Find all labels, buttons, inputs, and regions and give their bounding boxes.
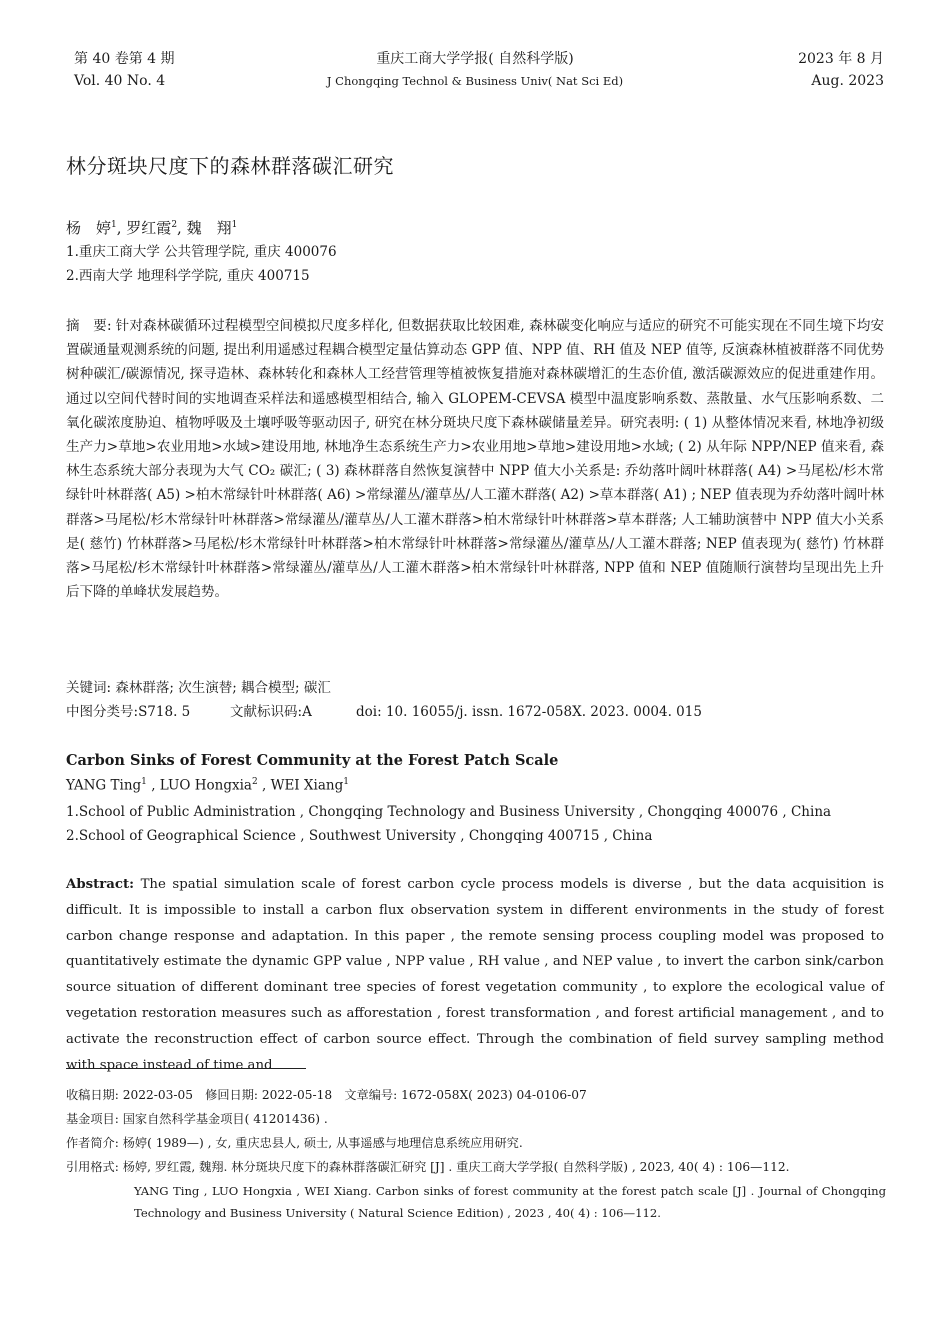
authors-cn <box>66 214 237 239</box>
footnote-fund: 基金项目: 国家自然科学基金项目( 41201436) . <box>66 1112 328 1126</box>
author-en-separator: , <box>146 777 160 794</box>
author-sup: 1 <box>231 220 238 230</box>
doi-field <box>356 702 702 722</box>
keywords-cn <box>66 678 331 698</box>
header-date-cn: 2023 年 8 月 <box>798 51 884 67</box>
abstract-en-label: Abstract: <box>66 877 135 892</box>
doi-label: doi: <box>356 704 382 720</box>
classification-line <box>66 702 702 722</box>
author-en-name: YANG Ting <box>66 777 142 794</box>
author-en-sup: 1 <box>343 777 349 787</box>
author-separator: , <box>177 219 187 237</box>
affiliation-en-1: 1.School of Public Administration , Chongqing Technology and Business University , Chongqing 400076 , China <box>66 804 832 820</box>
author-en-name: LUO Hongxia <box>159 777 252 794</box>
footnote-cite-en: YANG Ting , LUO Hongxia , WEI Xiang. Carbon sinks of forest community at the forest patch scale [J] . Journal of Chongqing Technology and Business University ( Natural Science Edition) , 2023 , 40( 4) : 106—112. <box>134 1184 886 1220</box>
header-journal-en: J Chongqing Technol & Business Univ( Nat Sci Ed) <box>326 74 624 88</box>
abstract-cn-text: 针对森林碳循环过程模型空间模拟尺度多样化, 但数据获取比较困难, 森林碳变化响应与适应的研究不可能实现在不同生境下均安置碳通量观测系统的问题, 提出利用遥感过程耦合模型定量估算动态 GPP 值、NPP 值、RH 值及 NEP 值等, 反演森林植被群落不同优势树种碳汇/碳源情况, 探寻造林、森林转化和森林人工经营管理等植被恢复措施对森林碳增汇的生态价值, 激活碳源效应的促进重建作用。通过以空间代替时间的实地调查采样法和遥感模型相结合, 输入 GLOPEM-CEVSA 模型中温度影响系数、蒸散量、水气压影响系数、二氧化碳浓度胁迫、植物呼吸及土壤呼吸等驱动因子, 研究在林分斑块尺度下森林碳储量差异。研究表明: ( 1) 从整体情况来看, 林地净初级生产力>草地>农业用地>水域>建设用地, 林地净生态系统生产力>农业用地>草地>建设用地>水域; ( 2) 从年际 NPP/NEP 值来看, 森林生态系统大部分表现为大气 CO₂ 碳汇; ( 3) 森林群落自然恢复演替中 NPP 值大小关系是: 乔幼落叶阔叶林群落( A4) >马尾松/杉木常绿针叶林群落( A5) >柏木常绿针叶林群落( A6) >常绿灌丛/灌草丛/人工灌木群落( A2) >草本群落( A1) ; NEP 值表现为乔幼落叶阔叶林群落>马尾松/杉木常绿针叶林群落>常绿灌丛/灌草丛/人工灌木群落>柏木常绿针叶林群落>草本群落; 人工辅助演替中 NPP 值大小关系是( 慈竹) 竹林群落>马尾松/杉木常绿针叶林群落>柏木常绿针叶林群落>常绿灌丛/灌草丛/人工灌木群落; NEP 值表现为( 慈竹) 竹林群落>马尾松/杉木常绿针叶林群落>常绿灌丛/灌草丛/人工灌木群落>柏木常绿针叶林群落, NPP 值和 NEP 值随顺行演替均呈现出先上升后下降的单峰状发展趋势。 <box>66 318 884 601</box>
authors-en <box>66 777 349 794</box>
author-name: 杨 婷 <box>66 219 112 237</box>
affiliation-cn-1: 1.重庆工商大学 公共管理学院, 重庆 400076 <box>66 244 337 260</box>
header-date <box>798 48 884 92</box>
abstract-cn-label: 摘 要: <box>66 318 112 334</box>
author-sup: 1 <box>111 220 117 230</box>
doccode-field <box>230 702 356 722</box>
header-date-en: Aug. 2023 <box>811 73 884 89</box>
keywords-label: 关键词: <box>66 680 112 696</box>
title-en: Carbon Sinks of Forest Community at the Forest Patch Scale <box>66 752 559 769</box>
author-name: 魏 翔 <box>186 219 232 237</box>
doccode-label: 文献标识码: <box>230 704 303 720</box>
title-cn: 林分斑块尺度下的森林群落碳汇研究 <box>66 154 394 178</box>
author-en-separator: , <box>257 777 271 794</box>
footnote-divider <box>66 1068 306 1069</box>
clc-label: 中图分类号: <box>66 704 139 720</box>
author-name: 罗红霞 <box>126 219 172 237</box>
affiliation-en-2: 2.School of Geographical Science , Southwest University , Chongqing 400715 , China <box>66 828 653 844</box>
footnote-received: 收稿日期: 2022-03-05 修回日期: 2022-05-18 文章编号: 1672-058X( 2023) 04-0106-07 <box>66 1088 587 1102</box>
doi-value: 10. 16055/j. issn. 1672-058X. 2023. 0004. 015 <box>385 704 702 720</box>
author-en-sup: 1 <box>141 777 147 787</box>
footnote-bio: 作者简介: 杨婷( 1989—) , 女, 重庆忠县人, 硕士, 从事遥感与地理信息系统应用研究. <box>66 1136 523 1150</box>
doccode-value: A <box>302 704 312 720</box>
abstract-en-text: The spatial simulation scale of forest carbon cycle process models is diverse , but the data acquisition is difficult. It is impossible to install a carbon flux observation system in different environments in the study of forest carbon change response and adaptation. In this paper , the remote sensing process coupling model was proposed to quantitatively estimate the dynamic GPP value , NPP value , RH value , and NEP value , to invert the carbon sink/carbon source situation of different dominant tree species of forest vegetation community , to explore the ecological value of vegetation restoration measures such as afforestation , forest transformation , and forest artificial management , and to activate the reconstruction effect of carbon source effect. Through the combination of field survey sampling method with space instead of time and <box>66 877 884 1073</box>
abstract-cn <box>66 314 884 604</box>
header-journal-cn: 重庆工商大学学报( 自然科学版) <box>376 51 574 67</box>
footnote-cite-cn: 引用格式: 杨婷, 罗红霞, 魏翔. 林分斑块尺度下的森林群落碳汇研究 [J] . 重庆工商大学学报( 自然科学版) , 2023, 40( 4) : 106—112. <box>66 1160 790 1174</box>
header-volume-cn: 第 40 卷第 4 期 <box>74 51 175 67</box>
clc-field <box>66 702 230 722</box>
author-separator: , <box>116 219 127 237</box>
clc-value: S718. 5 <box>138 704 191 720</box>
keywords-text: 森林群落; 次生演替; 耦合模型; 碳汇 <box>115 680 331 696</box>
affiliation-cn-2: 2.西南大学 地理科学学院, 重庆 400715 <box>66 268 310 284</box>
header-volume-en: Vol. 40 No. 4 <box>74 73 166 89</box>
abstract-en <box>66 872 884 1078</box>
author-en-name: WEI Xiang <box>270 777 344 794</box>
author-en-sup: 2 <box>251 777 258 787</box>
author-sup: 2 <box>171 220 178 230</box>
